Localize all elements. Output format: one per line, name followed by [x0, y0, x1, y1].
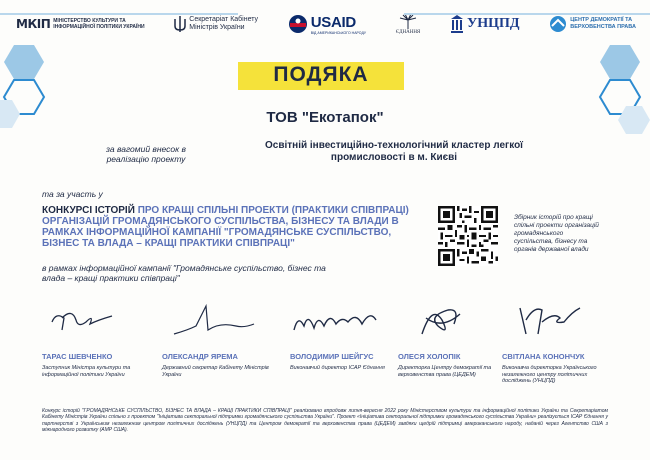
yednannia-text: ЄДНАННЯ: [395, 29, 421, 35]
contest-lead: КОНКУРСІ ІСТОРІЙ: [42, 205, 135, 216]
unccp-mark: УНЦПД: [466, 16, 520, 31]
secretariat-logo: [174, 15, 258, 33]
hexagon-decoration-right: [590, 40, 650, 150]
unccp-building-icon: [450, 14, 464, 34]
signatory-4: [398, 300, 508, 378]
page-title: ПОДЯКА: [273, 63, 369, 86]
signatory-role: Виконавчий директор ІСАР Єднання: [290, 365, 385, 371]
project-title: Освітній інвестиційно-технологічний кластер легкої промисловості в м. Києві: [265, 140, 523, 163]
usaid-logo: [288, 14, 366, 35]
participation-label: та за участь у: [42, 189, 103, 199]
mkip-text-line1: МІНІСТЕРСТВО КУЛЬТУРИ ТА: [53, 18, 126, 24]
signatory-name: ОЛЕСЯ ХОЛОПІК: [398, 352, 461, 361]
contest-highlight: ПРО КРАЩІ СПІЛЬНІ ПРОЕКТИ (ПРАКТИКИ СПІВПРАЦІ) ОРГАНІЗАЦІЙ ГРОМАДЯНСЬКОГО СУСПІЛЬСТВА, БІЗНЕСУ ТА ВЛАДИ В РАМКАХ ІНФОРМАЦІЙНОЇ КАМПАНІЇ "ГРОМАДЯНСЬКЕ СУСПІЛЬСТВО, БІЗНЕС ТА ВЛАДА – КРАЩІ ПРАКТИКИ СПІВПРАЦІ": [42, 205, 409, 249]
signatory-name: ВОЛОДИМИР ШЕЙГУС: [290, 352, 374, 361]
qr-code[interactable]: [438, 206, 498, 266]
signatory-name: ОЛЕКСАНДР ЯРЕМА: [162, 352, 238, 361]
usaid-sub: ВІД АМЕРИКАНСЬКОГО НАРОДУ: [310, 30, 367, 35]
signatory-name: ТАРАС ШЕВЧЕНКО: [42, 352, 113, 361]
mkip-mark: МКІП: [16, 17, 51, 31]
signatory-5: [502, 300, 612, 384]
trident-icon: [174, 15, 186, 33]
unccp-logo: [450, 14, 520, 34]
secretariat-line1: Секретаріат Кабінету: [189, 16, 259, 23]
signatory-name: СВІТЛАНА КОНОНЧУК: [502, 352, 585, 361]
signatory-role: Директорка Центру демократії та верховенства права (ЦЕДЕМ): [398, 365, 492, 378]
signature-5: [502, 300, 602, 340]
footer-note: Конкурс історій "ГРОМАДЯНСЬКЕ СУСПІЛЬСТВО, БІЗНЕС ТА ВЛАДА – КРАЩІ ПРАКТИКИ СПІВПРАЦІ" реалізовано впродовж липня-вересня 2022 року Міністерством культури та інформаційної політики України та Секретаріатом Кабінету Міністрів України спільно з проектом "Ініціатива секторальної підтримки громадянського суспільства України". Проект «Ініціатива секторальної підтримки громадянського суспільства України» реалізується ІСАР Єднання у партнерстві з Українським незалежним центром політичних досліджень (УНЦПД) та Центром демократії та верховенства права (ЦЕДЕМ) завдяки щедрій підтримці американського народу, наданій через Агентство США з міжнародного розвитку (АМР США).: [42, 408, 608, 433]
signatory-role: Заступник Міністра культури та інформаційної політики України: [42, 365, 131, 378]
secretariat-line2: Міністрів України: [189, 24, 245, 31]
contest-description: [42, 205, 417, 249]
contribution-note: за вагомий внесок в реалізацію проекту: [106, 144, 186, 164]
usaid-mark: USAID: [310, 13, 356, 31]
hexagon-decoration-left: [0, 40, 54, 150]
campaign-text: в рамках інформаційної кампанії "Громадянське суспільство, бізнес та влада – кращі практики співпраці": [42, 263, 326, 283]
cdvp-logo: [549, 15, 636, 33]
signature-1: [42, 300, 142, 340]
band-left: [0, 13, 238, 15]
signatory-role: Виконавча директорка Українського незалежного центру політичних досліджень (УНЦПД): [502, 365, 597, 384]
mkip-logo: [16, 17, 145, 31]
signatory-role: Державний секретар Кабінету Міністрів України: [162, 365, 269, 378]
qr-description: Збірник історій про кращі спільні проекти організацій громадянського суспільства, бізнесу та органів державної влади: [514, 214, 599, 253]
mkip-text-line2: ІНФОРМАЦІЙНОЇ ПОЛІТИКИ УКРАЇНИ: [53, 24, 145, 30]
signature-3: [290, 300, 390, 340]
cdvp-line2: ВЕРХОВЕНСТВА ПРАВА: [570, 24, 636, 30]
company-name: ТОВ "Екотапок": [266, 109, 384, 126]
signature-4: [398, 300, 498, 340]
cdvp-circle-icon: [549, 15, 567, 33]
cdvp-line1: ЦЕНТР ДЕМОКРАТІЇ ТА: [570, 17, 633, 23]
signatory-1: [42, 300, 152, 378]
flower-icon: [398, 14, 418, 30]
usaid-seal-icon: [288, 14, 308, 34]
yednannia-logo: [396, 14, 421, 35]
signatory-2: [162, 300, 272, 378]
band-right: [404, 13, 650, 15]
signature-2: [162, 300, 262, 340]
signatory-3: [290, 300, 400, 371]
